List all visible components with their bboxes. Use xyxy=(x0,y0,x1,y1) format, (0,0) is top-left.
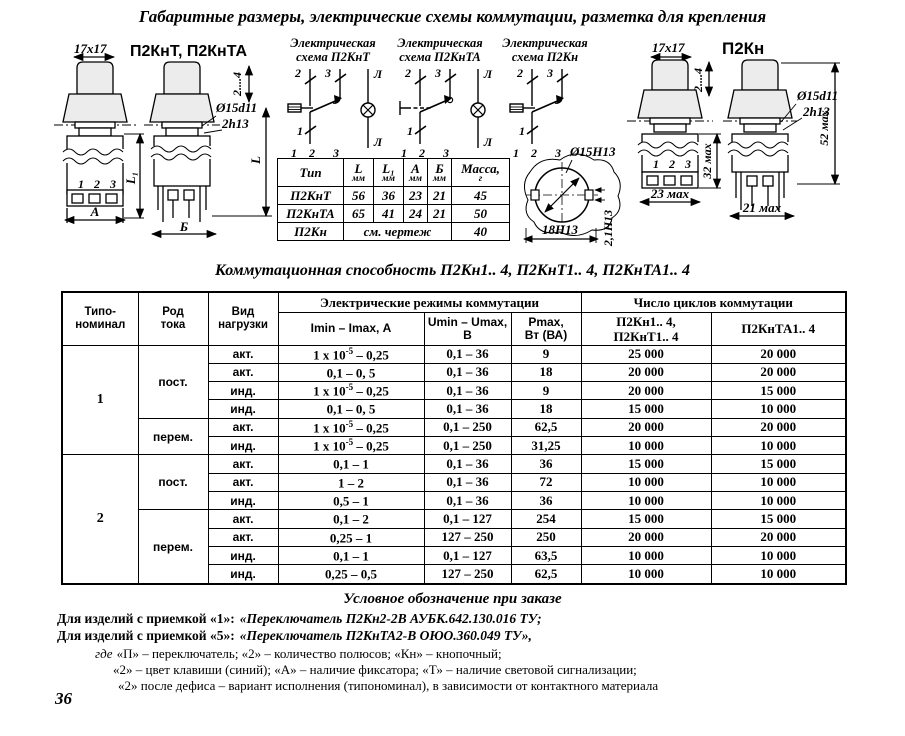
hole-dia-label: Ø15Н13 xyxy=(570,144,616,159)
group-tiponominal-1: 1 xyxy=(62,345,138,455)
table-row: перем. акт. 1 х $10^{-5} - 0,25$ 0,1 – 250 62,5 20 000 20 000 xyxy=(62,418,846,436)
ordering-line-4: «2» – цвет клавиши (синий); «А» – наличие фиксатора; «Т» – наличие световой сигнализации; xyxy=(113,662,637,677)
front-height-label: 32 мах xyxy=(700,143,714,179)
header-rod-toka: Род тока xyxy=(138,292,208,345)
page-title: Габаритные размеры, электрические схемы коммутации, разметка для крепления xyxy=(138,7,767,26)
left-front-view xyxy=(54,57,144,223)
terminal-1: 1 xyxy=(78,177,84,191)
table-row: 2 пост. акт. 0,1 – 1 0,1 – 36 36 15 000 15 000 xyxy=(62,455,846,473)
l1-dim-label: L₁ xyxy=(123,171,138,185)
svg-text:1: 1 xyxy=(291,146,297,160)
dia-label: Ø15d11 xyxy=(216,100,258,115)
table-row: П2КнТ 56 36 23 21 45 xyxy=(278,187,510,205)
header-electric-modes: Электрические режимы коммутации xyxy=(278,292,581,312)
table-row: П2Кн см. чертеж 40 xyxy=(278,223,510,241)
svg-text:Л: Л xyxy=(373,135,383,149)
table-row: инд. 1 х $10^{-5} - 0,25$ 0,1 – 36 9 20 000 15 000 xyxy=(62,382,846,400)
left-side-view xyxy=(144,62,272,234)
right-model-label: П2Кн xyxy=(722,39,765,58)
l-dim-label: L xyxy=(248,156,263,164)
hole-width-label: 18Н13 xyxy=(541,222,579,237)
table-row: акт. 1 – 2 0,1 – 36 72 10 000 10 000 xyxy=(62,473,846,491)
svg-text:2: 2 xyxy=(405,66,411,80)
left-models-label: П2КнТ, П2КнТА xyxy=(130,43,248,60)
group-dc-1: пост. xyxy=(138,345,208,418)
table-row: перем. акт. 0,1 – 2 0,1 – 127 254 15 000 15 000 xyxy=(62,510,846,528)
tol-label: 2h13 xyxy=(803,104,830,119)
svg-text:2: 2 xyxy=(309,146,315,160)
header-tiponominal: Типо- номинал xyxy=(62,292,138,345)
right-size-label: 17x17 xyxy=(652,40,685,55)
svg-text:1: 1 xyxy=(407,124,413,138)
dim-header-mass: Масса, г xyxy=(452,159,510,187)
dim-header-l1: L₁ мм xyxy=(374,159,404,187)
svg-text:2: 2 xyxy=(517,66,523,80)
svg-text:3: 3 xyxy=(435,66,441,80)
svg-text:Л: Л xyxy=(373,67,383,81)
table-row: П2КнТА 65 41 24 21 50 xyxy=(278,205,510,223)
schematic-p2knta xyxy=(400,66,493,160)
terminal-3: 3 xyxy=(110,177,116,191)
ordering-line-2: Для изделий с приемкой «5»: «Переключатель П2КнТА2-В ОЮО.360.049 ТУ», xyxy=(57,628,532,643)
svg-text:2: 2 xyxy=(419,146,425,160)
svg-text:1: 1 xyxy=(297,124,303,138)
front-width-label: 23 мах xyxy=(650,186,690,201)
header-imin: Imin – Imax, А xyxy=(278,312,424,345)
dim-header-l: L мм xyxy=(344,159,374,187)
dim-header-type: Тип xyxy=(278,159,344,187)
svg-text:1: 1 xyxy=(513,146,519,160)
terminal-3: 3 xyxy=(685,157,691,171)
table-row: инд. 0,25 – 0,5 127 – 250 62,5 10 000 10 000 xyxy=(62,565,846,584)
hole-notch-label: 2,1Н13 xyxy=(601,209,615,247)
header-cycles-p2kn: П2Кн1.. 4, П2КнТ1.. 4 xyxy=(581,312,711,345)
ordering-line-5: «2» после дефиса – вариант исполнения (типономинал), в зависимости от контактного материала xyxy=(118,678,659,693)
header-cycles: Число циклов коммутации xyxy=(581,292,846,312)
depth-dim-label: 2....4 xyxy=(230,72,244,96)
terminal-1: 1 xyxy=(653,157,659,171)
ordering-line-1: Для изделий с приемкой «1»: «Переключатель П2Кн2-2В АУБК.642.130.016 ТУ; xyxy=(57,611,542,626)
svg-text:3: 3 xyxy=(325,66,331,80)
svg-text:Л: Л xyxy=(483,67,493,81)
switching-capacity-table xyxy=(61,291,847,585)
terminal-2: 2 xyxy=(94,177,100,191)
table-row: инд. 0,1 – 0, 5 0,1 – 36 18 15 000 10 000 xyxy=(62,400,846,418)
b-dim-label: Б xyxy=(179,219,189,234)
schematic2-title: Электрическая схема П2КнТА xyxy=(397,36,483,64)
header-vid-nagruzki: Вид нагрузки xyxy=(208,292,278,345)
group-tiponominal-2: 2 xyxy=(62,455,138,584)
tol-label: 2h13 xyxy=(222,116,249,131)
table-row: инд. 1 х $10^{-5} - 0,25$ 0,1 – 250 31,25 10 000 10 000 xyxy=(62,437,846,455)
header-pmax: Pmax, Вт (ВА) xyxy=(511,312,581,345)
dim-header-b: Б мм xyxy=(428,159,452,187)
svg-text:2: 2 xyxy=(295,66,301,80)
table-row: акт. 0,1 – 0, 5 0,1 – 36 18 20 000 20 000 xyxy=(62,363,846,381)
dim-header-a: А мм xyxy=(404,159,428,187)
schematic1-title: Электрическая схема П2КнТ xyxy=(290,36,376,64)
side-height-label: 52 мах xyxy=(817,110,831,146)
group-ac-1: перем. xyxy=(138,418,208,455)
group-ac-2: перем. xyxy=(138,510,208,584)
page-number: 36 xyxy=(55,689,72,708)
ordering-line-3: где «П» – переключатель; «2» – количество полюсов; «Кн» – кнопочный; xyxy=(95,646,502,661)
right-dimension-drawing xyxy=(625,38,905,253)
dimension-table xyxy=(277,158,510,241)
svg-text:3: 3 xyxy=(555,146,561,160)
svg-text:3: 3 xyxy=(443,146,449,160)
a-dim-label: А xyxy=(90,204,100,219)
schematic-p2knt xyxy=(288,66,383,160)
mounting-hole-drawing xyxy=(508,140,643,252)
table-row: акт. 0,25 – 1 127 – 250 250 20 000 20 000 xyxy=(62,528,846,546)
svg-text:2: 2 xyxy=(531,146,537,160)
table-row: инд. 0,5 – 1 0,1 – 36 36 10 000 10 000 xyxy=(62,492,846,510)
svg-text:3: 3 xyxy=(333,146,339,160)
ordering-title: Условное обозначение при заказе xyxy=(343,591,562,607)
header-umin: Umin – Umax, В xyxy=(424,312,511,345)
svg-text:3: 3 xyxy=(547,66,553,80)
table-row: 1 пост. акт. 1 х $10^{-5} - 0,25$ 0,1 – 36 9 25 000 20 000 xyxy=(62,345,846,363)
group-dc-2: пост. xyxy=(138,455,208,510)
depth-dim-label: 2....4 xyxy=(691,68,705,92)
side-width-label: 21 мах xyxy=(742,200,782,215)
left-size-label: 17x17 xyxy=(74,41,107,56)
table-row: инд. 0,1 – 1 0,1 – 127 63,5 10 000 10 000 xyxy=(62,547,846,565)
svg-text:1: 1 xyxy=(519,124,525,138)
switch-table-title: Коммутационная способность П2Кн1.. 4, П2КнТ1.. 4, П2КнТА1.. 4 xyxy=(214,262,691,279)
header-cycles-p2knta: П2КнТА1.. 4 xyxy=(711,312,846,345)
schematic3-title: Электрическая схема П2Кн xyxy=(502,36,588,64)
svg-text:1: 1 xyxy=(401,146,407,160)
left-dimension-drawing xyxy=(52,38,282,250)
dia-label: Ø15d11 xyxy=(797,88,839,103)
terminal-2: 2 xyxy=(669,157,675,171)
svg-text:Л: Л xyxy=(483,135,493,149)
right-front-view xyxy=(627,57,721,202)
